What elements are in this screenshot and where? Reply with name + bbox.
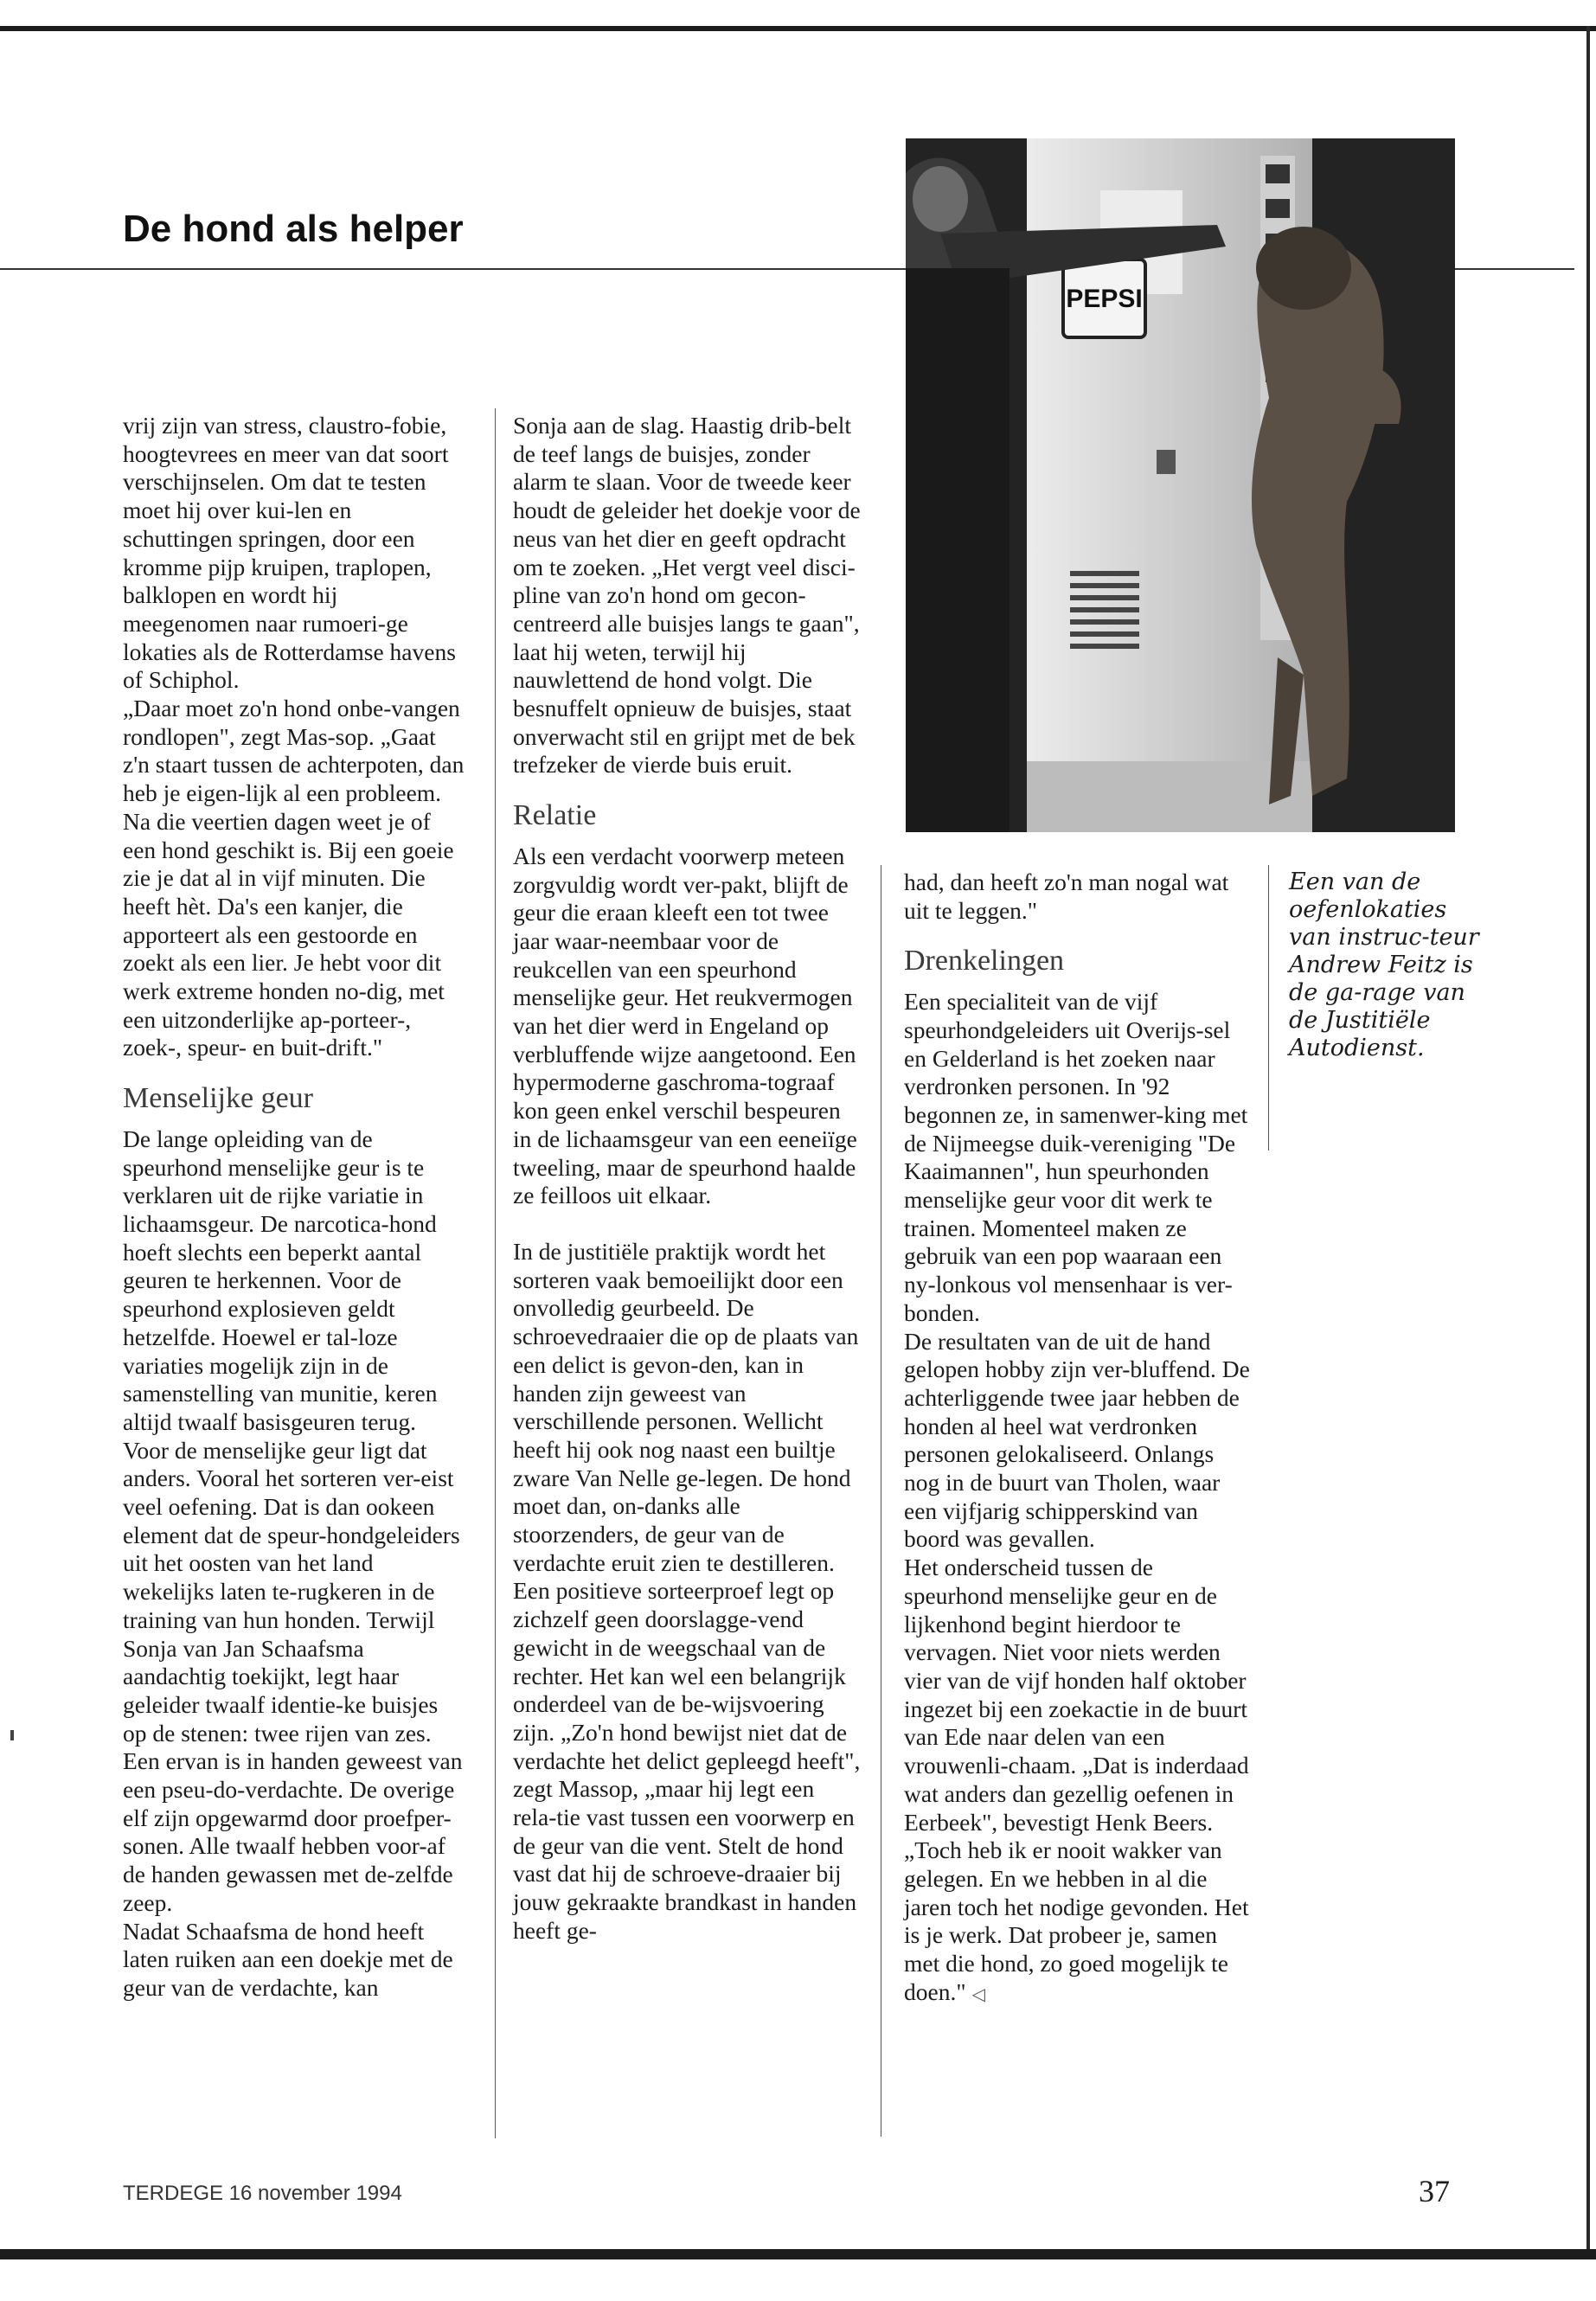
footer-publication: TERDEGE 16 november 1994 [123,2182,402,2205]
margin-mark [10,1730,14,1740]
section-heading: Drenkelingen [904,945,1065,977]
right-border [1586,26,1590,2259]
paragraph [904,1554,1252,2008]
paragraph: In de justitiële praktijk wordt het sorteren vaak bemoeilijkt door een onvolledig geurbeeld. De schroevedraaier die op de plaats van een delict is gevon-den, kan in handen zijn geweest van verschillende personen. Wellicht heeft hij ook nog naast een builtje zware Van Nelle ge-legen. De hond moet dan, on-danks alle stoorzenders, de geur van de verdachte eruit zien te destilleren. [513,1237,859,1576]
paragraph: Als een verdacht voorwerp meteen zorgvuldig wordt ver-pakt, blijft de geur die eraan kleeft een tot twee jaar waar-neembaar voor de reukcellen van een speurhond menselijke geur. Het reukvermogen van het dier werd in Engeland op verbluffende wijze aangetoond. Een hypermoderne gaschroma-tograaf kon geen enkel verschil bespeuren in de lichaamsgeur van een eeneiïge tweeling, maar de speurhond haalde ze feilloos uit elkaar. [513,842,857,1209]
paragraph: had, dan heeft zo'n man nogal wat uit te leggen." [904,868,1229,924]
bottom-border [0,2249,1596,2259]
paragraph: De lange opleiding van de speurhond menselijke geur is te verklaren uit de rijke variatie in lichaamsgeur. De narcotica-hond hoeft slechts een beperkt aantal geuren te herkennen. Voor de speurhond explosieven geldt hetzelfde. Hoewel er tal-loze variaties mogelijk zijn in de samenstelling van munitie, keren altijd twaalf basisgeuren terug. [123,1125,438,1435]
caption-divider [1268,865,1269,1150]
paragraph-text: Het onderscheid tussen de speurhond menselijke geur en de lijkenhond begint hierdoor te vervagen. Niet voor niets werden vier van de vijf honden half oktober ingezet bij een zoekactie in de buurt van Ede naar delen van een vrouwenli-chaam. „Dat is inderdaad wat anders dan gezellig oefenen in Eerbeek", bevestigt Henk Beers. „Toch heb ik er nooit wakker van gelegen. En we hebben in al die jaren toch het nodige gevonden. Het is je werk. Dat probeer je, samen met die hond, zo goed mogelijk te doen." [904,1554,1249,2005]
page-number: 37 [1419,2174,1450,2208]
top-border [0,26,1596,31]
page-title: De hond als helper [123,208,464,250]
paragraph: Een positieve sorteerproef legt op zichzelf geen doorslagge-vend gewicht in de weegschaal van de rechter. Het kan wel een belangrijk onderdeel van de be-wijsvoering zijn. „Zo'n hond bewijst niet dat de verdachte het delict gepleegd heeft", zegt Massop, „maar hij legt een rela-tie vast tussen een voorwerp en de geur van die vent. Stelt de hond vast dat hij de schroeve-draaier bij jouw gekraakte brandkast in handen heeft ge- [513,1577,861,1944]
article-column-1 [123,412,465,2003]
photo-illustration [906,138,1455,832]
article-column-2 [513,412,863,1945]
column-divider [495,408,496,2138]
pepsi-label: PEPSI [1066,285,1143,313]
paragraph: Nadat Schaafsma de hond heeft laten ruiken aan een doekje met de geur van de verdachte, kan [123,1917,453,2001]
end-of-article-icon: ◁ [971,1983,985,2004]
paragraph: vrij zijn van stress, claustro-fobie, hoogtevrees en meer van dat soort verschijnselen. Om dat te testen moet hij over kui-len en schuttingen springen, door een kromme pijp kruipen, traplopen, balklopen en wordt hij meegenomen naar rumoeri-ge lokaties als de Rotterdamse havens of Schiphol. [123,412,456,694]
paragraph: Een specialiteit van de vijf speurhondgeleiders uit Overijs-sel en Gelderland is het zoeken naar verdronken personen. In '92 begonnen ze, in samenwer-king met de Nijmeegse duik-vereniging "De Kaaimannen", hun speurhonden menselijke geur voor dit werk te trainen. Momenteel maken ze gebruik van een pop waaraan een ny-lonkous vol mensenhaar is ver-bonden. [904,988,1248,1326]
paragraph: De resultaten van de uit de hand gelopen hobby zijn ver-bluffend. De achterliggende twee jaar hebben de honden al heel wat verdronken personen gelokaliseerd. Onlangs nog in de buurt van Tholen, waar een vijfjarig schipperskind van boord was gevallen. [904,1327,1250,1553]
section-heading: Relatie [513,799,597,832]
section-heading: Menselijke geur [123,1082,313,1115]
paragraph: Voor de menselijke geur ligt dat anders. Vooral het sorteren ver-eist veel oefening. Dat is dan ookeen element dat de speur-hondgeleiders uit het oosten van het land wekelijks laten te-rugkeren in de training van hun honden. Terwijl Sonja van Jan Schaafsma aandachtig toekijkt, legt haar geleider twaalf identie-ke buisjes op de stenen: twee rijen van zes. Een ervan is in handen geweest van een pseu-do-verdachte. De overige elf zijn opgewarmd door proefper-sonen. Alle twaalf hebben voor-af de handen gewassen met de-zelfde zeep. [123,1436,463,1916]
article-photo [906,138,1455,832]
paragraph: „Daar moet zo'n hond onbe-vangen rondlopen", zegt Mas-sop. „Gaat z'n staart tussen de achterpoten, dan heb je eigen-lijk al een probleem. Na die veertien dagen weet je of een hond geschikt is. Bij een goeie zie je dat al in vijf minuten. Die heeft hèt. Da's een kanjer, die apporteert als een gestoorde en zoekt als een lier. Je hebt voor dit werk extreme honden no-dig, met een uitzonderlijke ap-porteer-, zoek-, speur- en buit-drift." [123,695,465,1061]
article-column-3 [904,868,1252,2008]
paragraph: Sonja aan de slag. Haastig drib-belt de teef langs de buisjes, zonder alarm te slaan. Voor de tweede keer houdt de geleider het doekje voor de neus van het dier en geeft opdracht om te zoeken. „Het vergt veel disci-pline van zo'n hond om gecon-centreerd alle buisjes langs te gaan", laat hij weten, terwijl hij nauwlettend de hond volgt. Die besnuffelt opnieuw de buisjes, staat onverwacht stil en grijpt met de bek trefzeker de vierde buis eruit. [513,412,861,779]
photo-caption: Een van de oefenlokaties van instruc-teur Andrew Feitz is de ga-rage van de Justitiële Autodienst. [1289,868,1479,1061]
